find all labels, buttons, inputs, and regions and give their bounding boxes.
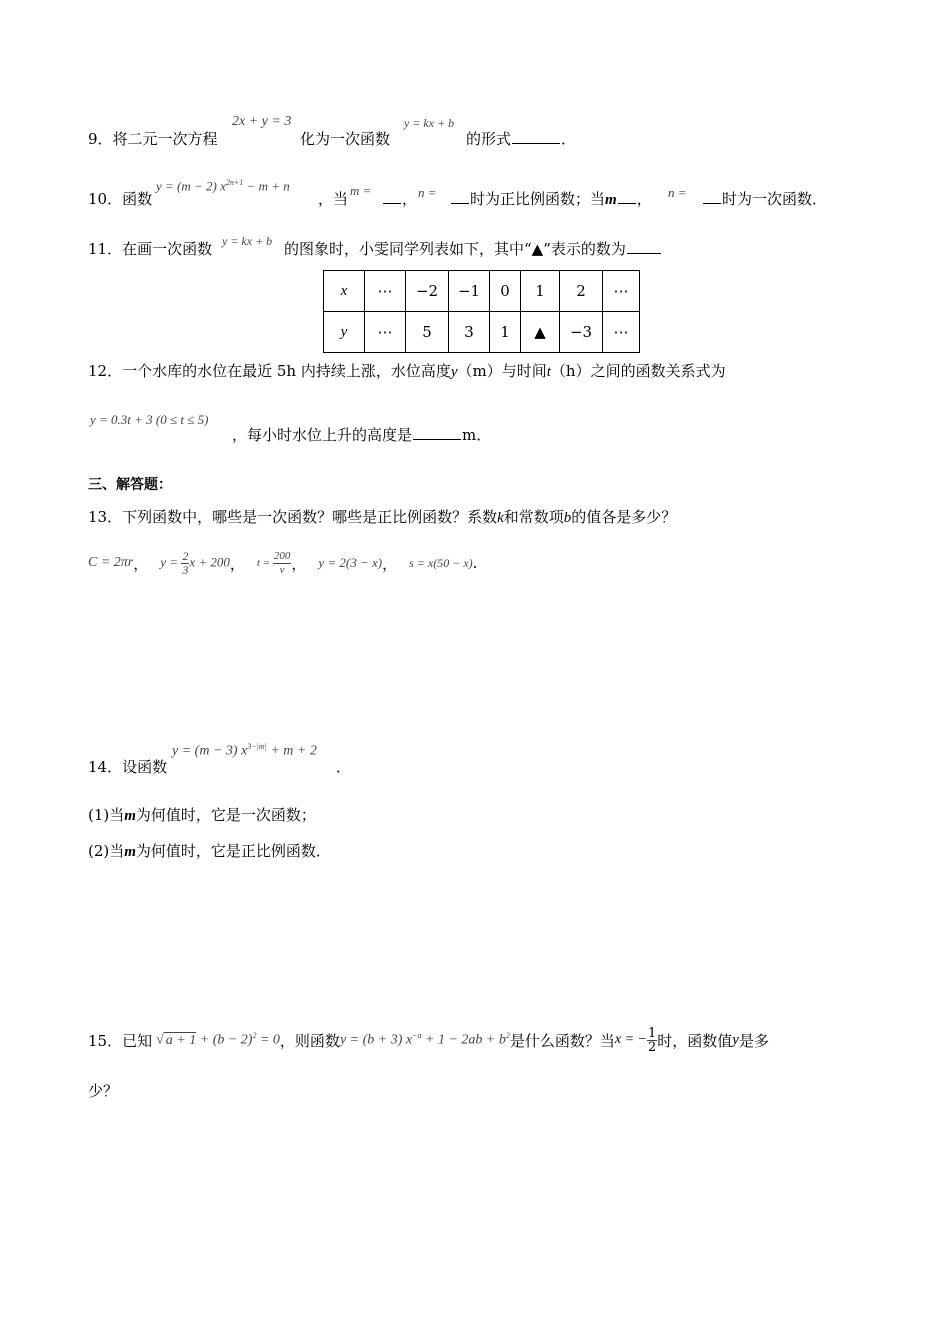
function-4: y = 2(3 − x) [318, 555, 383, 570]
answer-blank[interactable] [703, 202, 721, 204]
answer-blank[interactable] [512, 142, 560, 144]
table-cell: 2 [560, 271, 603, 312]
q9-equation-2: y = kx + b [404, 116, 455, 130]
q9-equation-1: 2x + y = 3 [232, 114, 292, 129]
q13-number: 13． [88, 508, 123, 526]
q9-number: 9． [88, 130, 113, 148]
q9-text-1: 将二元一次方程 [112, 130, 218, 148]
q14-end: ． [336, 758, 352, 776]
table-cell: 0 [490, 271, 521, 312]
q15-condition: √ $a + 1 + (b - 2)^2 = 0$ [156, 1031, 280, 1048]
triangle-icon: ▲ [521, 312, 560, 353]
function-5: s = x(50 − x) [409, 555, 473, 570]
answer-blank[interactable] [413, 438, 461, 440]
q11-equation: y = kx + b [222, 234, 273, 248]
q9-text-2: 化为一次函数 [300, 130, 391, 148]
table-cell: 3 [449, 312, 490, 353]
table-cell: ⋯ [603, 312, 640, 353]
q15-function: y = (b + 3) $x^{-a} + 1 - 2ab + b^2$ [339, 1031, 510, 1048]
function-3: t = $\frac{200}{v}$ [256, 549, 291, 576]
question-15: 15． 已知 √ $a + 1 + (b - 2)^2 = 0$ ，则函数 y = (b + 3) $x^{-a} + 1 - 2ab + b^2$ 是什么函数？当 x = − $\frac{1}{2}$ 时，函数值 y 是多 [88, 1025, 769, 1055]
table-cell: y [324, 312, 365, 353]
value-table [323, 270, 640, 353]
q14-number: 14． [88, 758, 123, 776]
table-cell: 5 [406, 312, 449, 353]
q12-equation: y = 0.3t + 3 (0 ≤ t ≤ 5) [90, 412, 209, 427]
answer-blank[interactable] [383, 202, 401, 204]
q14-part-1: (1)当m为何值时，它是一次函数； [88, 806, 316, 824]
answer-blank[interactable] [618, 202, 636, 204]
q10-n-eq: n = [418, 185, 437, 200]
table-cell: ⋯ [365, 271, 406, 312]
q10-m-eq: m = [350, 183, 372, 198]
q9-text-3: 的形式 ． [466, 130, 577, 148]
q14-part-2: (2)当m为何值时，它是正比例函数． [88, 842, 331, 860]
q15-fraction: $\frac{1}{2}$ [647, 1025, 657, 1055]
question-13: 13．下列函数中，哪些是一次函数？哪些是正比例函数？系数k和常数项b的值各是多少？ [88, 508, 677, 526]
q11-number: 11． [88, 240, 123, 258]
answer-blank[interactable] [627, 252, 661, 254]
q10-n-eq-2: n = [668, 185, 687, 200]
table-cell: 1 [490, 312, 521, 353]
q10-blank-1-wrap: ， [382, 188, 417, 209]
section-heading: 三、解答题： [88, 477, 172, 493]
q15-number: 15． [88, 1031, 123, 1050]
q14-equation: y = (m − 3) $x^{3-|m|} + m + 2$ [172, 742, 317, 759]
q10-text-6: 时为一次函数． [702, 188, 827, 209]
table-cell: ⋯ [603, 271, 640, 312]
question-11: 11．在画一次函数 [88, 240, 213, 258]
question-12: 12．一个水库的水位在最近 5h 内持续上涨，水位高度y（m）与时间t（h）之间的函数关系式为 [88, 362, 726, 380]
q10-text-2: ，当 [318, 190, 349, 208]
function-2: y = $\frac{2}{3}$ x + 200 [160, 548, 230, 577]
table-cell: ⋯ [365, 312, 406, 353]
table-cell: −2 [406, 271, 449, 312]
table-cell: 1 [521, 271, 560, 312]
q13-functions: C = 2πr ， y = $\frac{2}{3}$ x + 200 ， t = $\frac{200}{v}$ ， y = 2(3 − x) ， s = x(50 − x) . [88, 548, 478, 577]
q10-equation: y = (m − 2) $x^{2n+1} - m + n$ [156, 178, 290, 194]
table-row-x [324, 271, 640, 312]
q12-number: 12． [88, 362, 123, 380]
question-14: 14．设函数 [88, 758, 168, 776]
answer-blank[interactable] [451, 202, 469, 204]
table-cell: x [324, 271, 365, 312]
table-row-y [324, 312, 640, 353]
q10-number: 10． [88, 190, 123, 208]
question-9 [88, 128, 218, 149]
table-cell: −1 [449, 271, 490, 312]
q10-text-4: 时为正比例函数；当m ， [450, 188, 652, 209]
q11-text-2: 的图象时，小雯同学列表如下，其中“▲”表示的数为 [284, 238, 662, 259]
function-1: C = 2πr [88, 555, 134, 570]
question-10: 10．函数 [88, 190, 153, 208]
table-cell: −3 [560, 312, 603, 353]
q12-text-4: ，每小时水位上升的高度是 m． [232, 426, 492, 444]
q15-text-6: 少？ [88, 1082, 119, 1100]
